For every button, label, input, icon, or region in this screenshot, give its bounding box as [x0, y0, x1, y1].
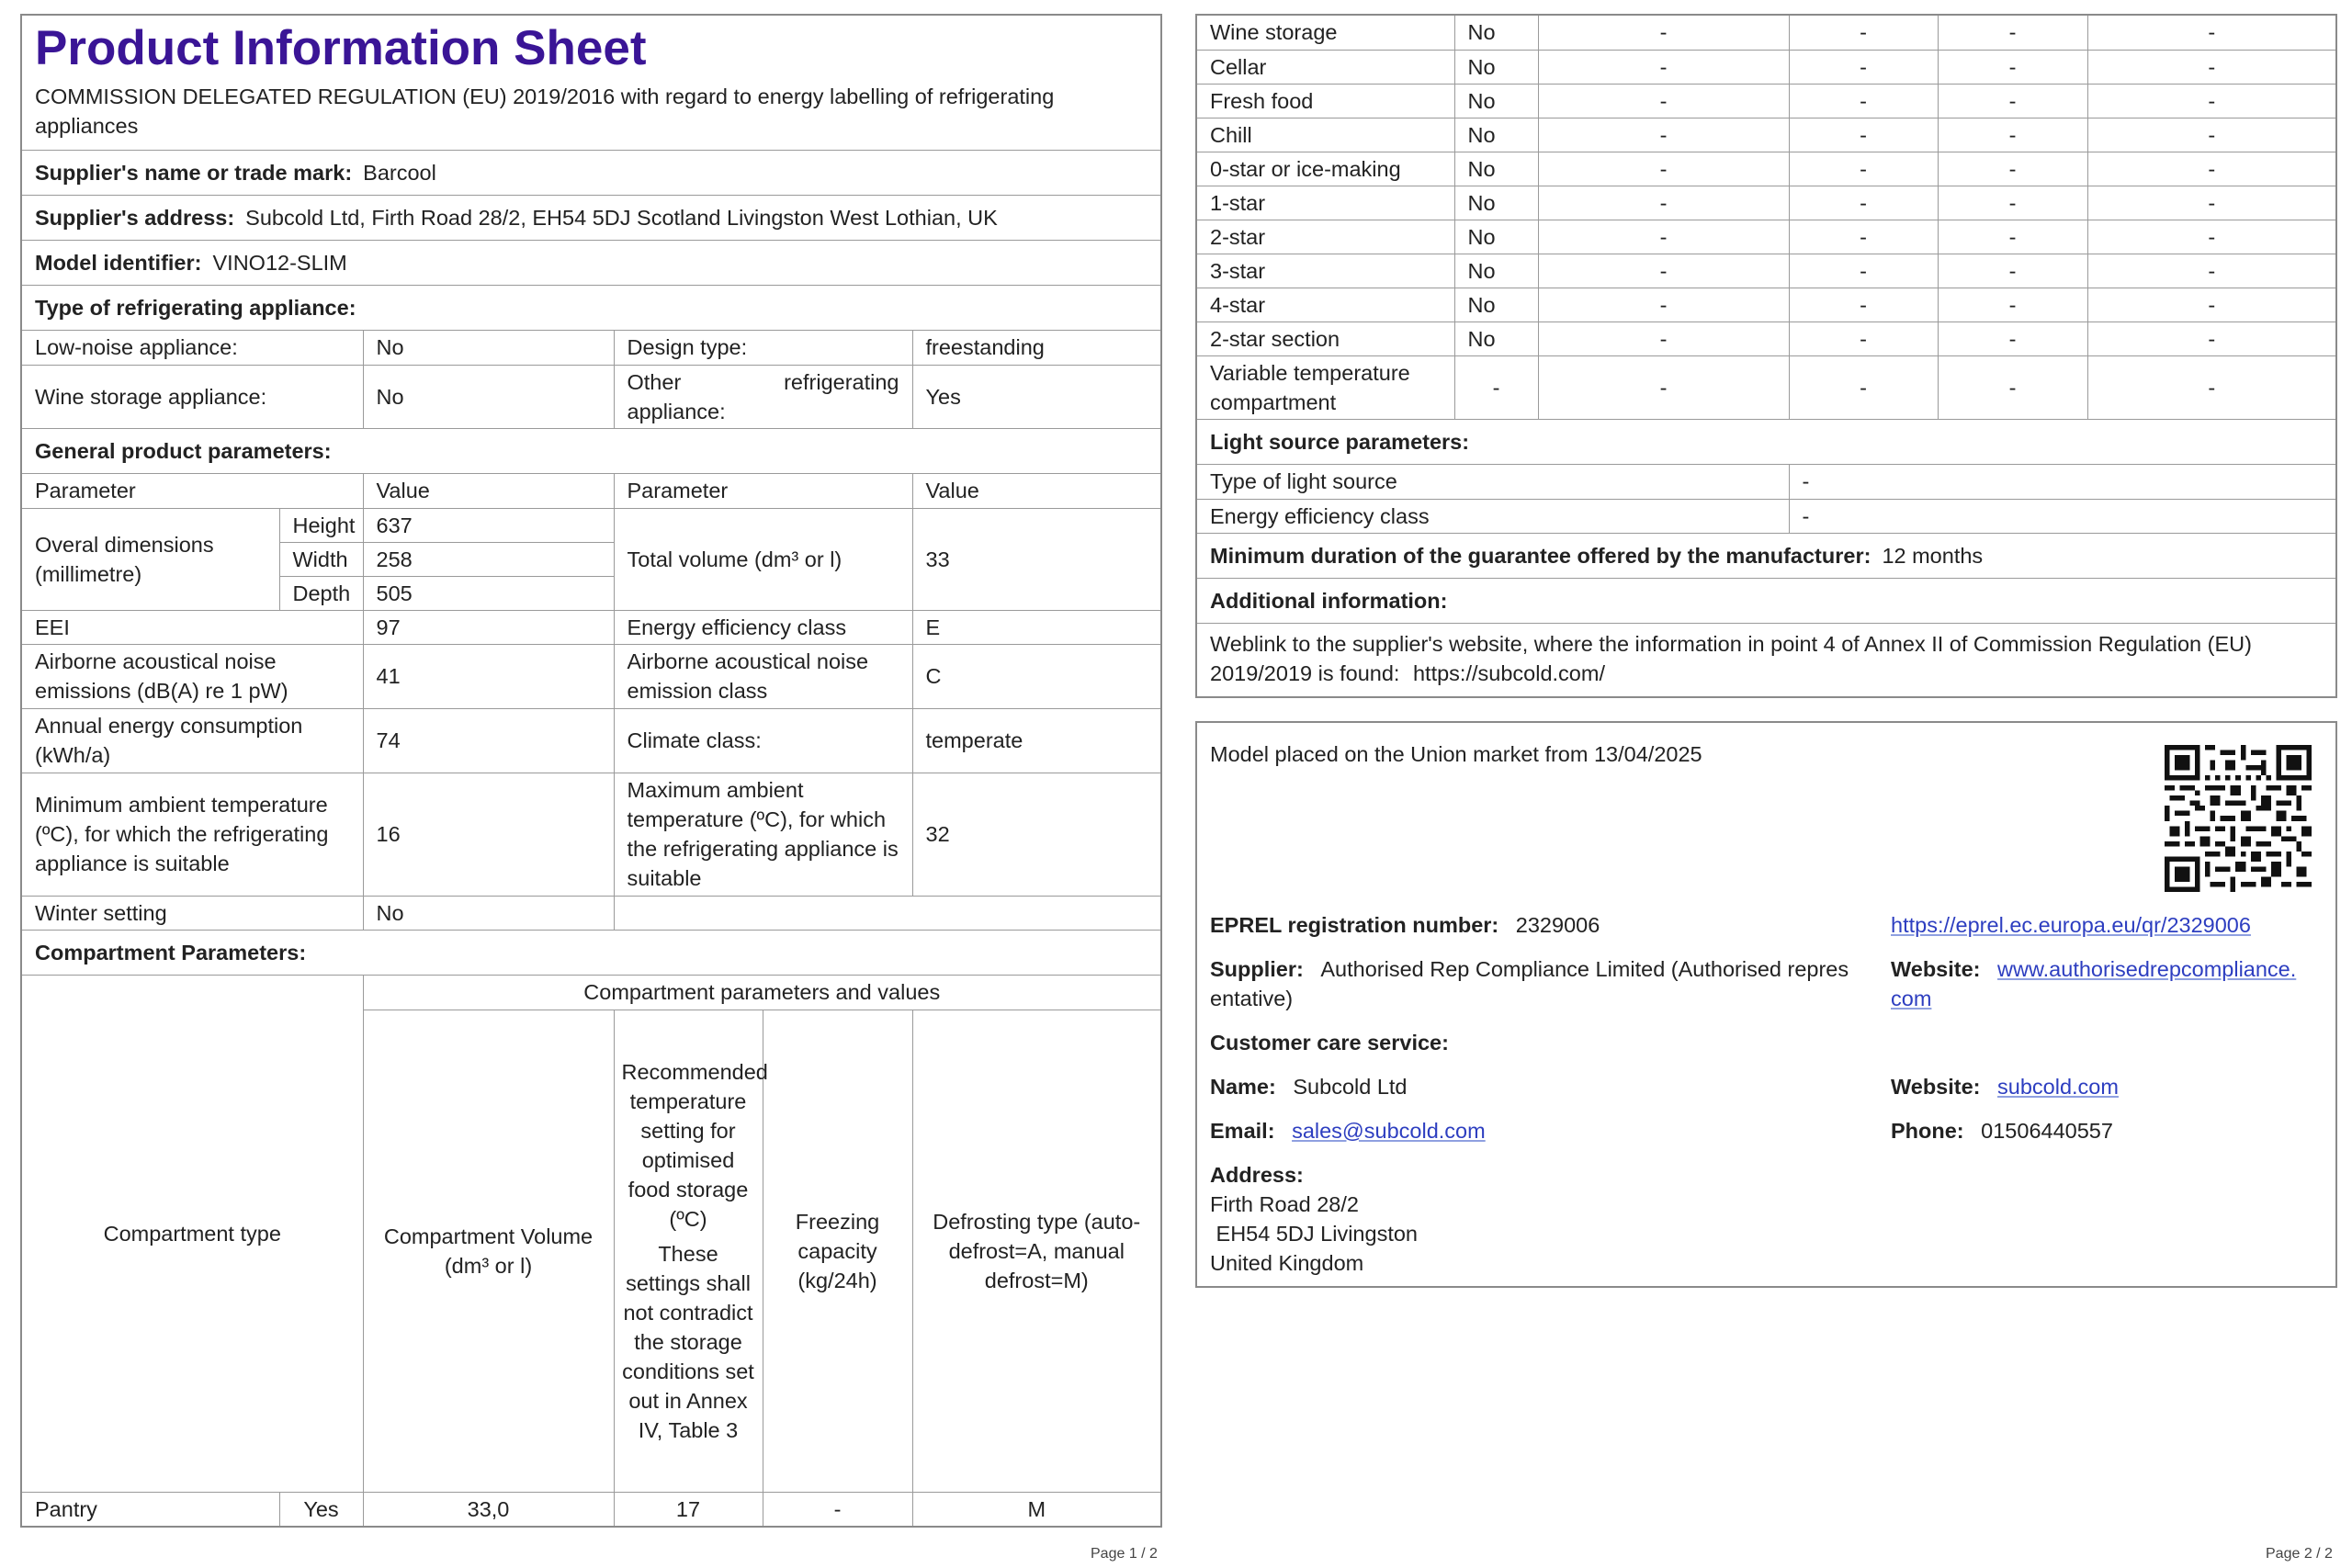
supplier-row: [1210, 954, 1881, 1013]
light-type-value: -: [1789, 465, 2335, 499]
pantry-temp: 17: [614, 1492, 763, 1526]
compartment-c2-cell: -: [1789, 50, 1938, 84]
compartment-c3-cell: -: [1938, 152, 2087, 186]
compartment-c2-cell: -: [1789, 321, 1938, 355]
compartment-c4-cell: -: [2087, 16, 2335, 50]
weblink-text: Weblink to the supplier's website, where the information in point 4 of Annex II of Commission Regulation (EU) 2019/2019 is found:: [1210, 632, 2252, 685]
empty-cell: [614, 896, 1160, 930]
compartment-c4-cell: -: [2087, 186, 2335, 220]
care-name-row: [1210, 1072, 1408, 1101]
website-link-2[interactable]: subcold.com: [1997, 1075, 2119, 1099]
compartment-c4-cell: -: [2087, 355, 2335, 419]
compartment-row: [1197, 118, 2335, 152]
compartment-row: [1197, 321, 2335, 355]
address-line-1: Firth Road 28/2: [1210, 1192, 1359, 1216]
guarantee-value: 12 months: [1882, 543, 1984, 568]
width-label: Width: [279, 542, 363, 576]
height-label: Height: [279, 508, 363, 542]
pantry-row: [22, 1492, 1160, 1526]
compartment-c1-cell: -: [1538, 321, 1789, 355]
phone-label: Phone:: [1891, 1119, 1964, 1143]
supplier-website: [1891, 954, 2296, 1013]
compartment-c2-cell: -: [1789, 84, 1938, 118]
compartment-c2-cell: -: [1789, 355, 1938, 419]
compartment-c3-cell: -: [1938, 186, 2087, 220]
compartment-table: [22, 976, 1160, 1526]
compartment-row: [1197, 220, 2335, 254]
compartment-present-cell: No: [1454, 220, 1538, 254]
supplier-name-row: [22, 150, 1160, 195]
compartment-c2-cell: -: [1789, 16, 1938, 50]
compartment-c1-cell: -: [1538, 254, 1789, 288]
compartment-c1-cell: -: [1538, 84, 1789, 118]
compartment-present-cell: No: [1454, 321, 1538, 355]
compartment-type-header: Compartment type: [22, 976, 363, 1492]
depth-value: 505: [363, 576, 614, 610]
general-params-row: [22, 428, 1160, 473]
appliance-type-row: [22, 285, 1160, 330]
light-class-value: -: [1789, 499, 2335, 533]
address-block: [1210, 1160, 1418, 1278]
annual-energy-label: Annual energy consumption (kWh/a): [22, 708, 363, 773]
compartment-name-cell: Chill: [1197, 118, 1454, 152]
compartment-present-cell: -: [1454, 355, 1538, 419]
model-identifier-value: VINO12-SLIM: [212, 250, 347, 275]
compartment-c4-cell: -: [2087, 50, 2335, 84]
compartment-row: [1197, 254, 2335, 288]
param-header-2: Parameter: [614, 474, 912, 508]
noise-class-value: C: [912, 644, 1160, 708]
value-header-1: Value: [363, 474, 614, 508]
winter-setting-value: No: [363, 896, 614, 930]
wine-storage-label: Wine storage appliance:: [22, 365, 363, 428]
compartment-name-cell: Cellar: [1197, 50, 1454, 84]
compartment-continued-table: [1195, 14, 2337, 698]
noise-class-label: Airborne acoustical noise emission class: [614, 644, 912, 708]
model-identifier-label: Model identifier:: [35, 250, 202, 275]
compartment-c4-cell: -: [2087, 288, 2335, 321]
design-type-label: Design type:: [614, 331, 912, 365]
compartment-row: [1197, 288, 2335, 321]
address-line-3: United Kingdom: [1210, 1251, 1364, 1275]
design-type-value: freestanding: [912, 331, 1160, 365]
additional-info-label: Additional information:: [1210, 588, 1448, 613]
compartment-row: [1197, 84, 2335, 118]
compartment-name-cell: Wine storage: [1197, 16, 1454, 50]
compartment-c2-cell: -: [1789, 186, 1938, 220]
compartment-c3-cell: -: [1938, 288, 2087, 321]
climate-class-value: temperate: [912, 708, 1160, 773]
eei-label: EEI: [22, 610, 363, 644]
eprel-info-box: [1195, 721, 2337, 1288]
pantry-name: Pantry: [22, 1492, 279, 1526]
page-1: [20, 14, 1162, 1562]
market-date: Model placed on the Union market from 13/04/2025: [1210, 742, 1702, 766]
supplier-value-line1: Authorised Rep Compliance Limited (Authorised repres: [1320, 957, 1849, 981]
email-link[interactable]: sales@subcold.com: [1292, 1119, 1486, 1143]
compartment-c4-cell: -: [2087, 220, 2335, 254]
pantry-freezing: -: [763, 1492, 912, 1526]
phone-value: 01506440557: [1981, 1119, 2113, 1143]
max-temp-label: Maximum ambient temperature (ºC), for which the refrigerating appliance is suitable: [614, 773, 912, 896]
depth-label: Depth: [279, 576, 363, 610]
compartment-c1-cell: -: [1538, 16, 1789, 50]
compartment-present-cell: No: [1454, 186, 1538, 220]
compartment-c1-cell: -: [1538, 50, 1789, 84]
compartment-row: [1197, 16, 2335, 50]
compartment-values-header: Compartment parameters and values: [363, 976, 1160, 1010]
compartment-present-cell: No: [1454, 254, 1538, 288]
model-identifier-row: [22, 240, 1160, 285]
annual-energy-value: 74: [363, 708, 614, 773]
other-appliance-value: Yes: [912, 365, 1160, 428]
low-noise-label: Low-noise appliance:: [22, 331, 363, 365]
compartment-c1-cell: -: [1538, 355, 1789, 419]
guarantee-label: Minimum duration of the guarantee offered by the manufacturer:: [1210, 543, 1871, 568]
compartment-c3-cell: -: [1938, 84, 2087, 118]
min-temp-value: 16: [363, 773, 614, 896]
eprel-row: [1210, 910, 1600, 940]
compartment-c1-cell: -: [1538, 186, 1789, 220]
email-label: Email:: [1210, 1119, 1275, 1143]
light-source-row: [1197, 419, 2335, 464]
compartment-c1-cell: -: [1538, 152, 1789, 186]
compartment-row: [1197, 152, 2335, 186]
compartment-present-cell: No: [1454, 50, 1538, 84]
noise-emission-label: Airborne acoustical noise emissions (dB(A) re 1 pW): [22, 644, 363, 708]
website-link-1-line2[interactable]: com: [1891, 987, 1932, 1010]
compartment-c3-cell: -: [1938, 220, 2087, 254]
page-number-2: Page 2 / 2: [2266, 1546, 2333, 1562]
customer-care-label: Customer care service:: [1210, 1031, 1449, 1055]
page-number-1: Page 1 / 2: [1091, 1546, 1158, 1562]
compartment-c4-cell: -: [2087, 118, 2335, 152]
compartment-volume-header: Compartment Volume (dm³ or l): [363, 1010, 614, 1492]
care-phone-row: [1891, 1116, 2113, 1145]
total-volume-label: Total volume (dm³ or l): [614, 508, 912, 610]
compartment-row: [1197, 355, 2335, 419]
dimensions-label: Overal dimensions (millimetre): [22, 508, 279, 610]
compartment-name-cell: Fresh food: [1197, 84, 1454, 118]
compartment-row: [1197, 186, 2335, 220]
eei-value: 97: [363, 610, 614, 644]
page-title: Product Information Sheet: [35, 21, 647, 75]
light-source-label: Light source parameters:: [1210, 429, 1470, 454]
recommended-temp-header: [614, 1010, 768, 1492]
compartment-c1-cell: -: [1538, 118, 1789, 152]
compartment-c4-cell: -: [2087, 321, 2335, 355]
compartment-c2-cell: -: [1789, 220, 1938, 254]
other-appliance-label: Other refrigerating appliance:: [614, 365, 912, 428]
pantry-present: Yes: [279, 1492, 363, 1526]
recommended-temp-note: These settings shall not contradict the storage conditions set out in Annex IV, Table 3: [622, 1241, 754, 1442]
regulation-text: COMMISSION DELEGATED REGULATION (EU) 2019/2016 with regard to energy labelling of refrigerating appliances: [35, 85, 1055, 138]
light-source-table: [1197, 465, 2335, 533]
compartment-params-row: [22, 930, 1160, 975]
compartment-c2-cell: -: [1789, 254, 1938, 288]
supplier-address-value: Subcold Ltd, Firth Road 28/2, EH54 5DJ Scotland Livingston West Lothian, UK: [245, 205, 998, 230]
noise-emission-value: 41: [363, 644, 614, 708]
light-type-label: Type of light source: [1197, 465, 1789, 499]
compartment-c2-cell: -: [1789, 152, 1938, 186]
care-website-row: [1891, 1072, 2119, 1101]
eprel-label: EPREL registration number:: [1210, 913, 1499, 937]
compartment-c3-cell: -: [1938, 118, 2087, 152]
compartment-name-cell: 3-star: [1197, 254, 1454, 288]
supplier-name-value: Barcool: [363, 160, 436, 185]
supplier-address-label: Supplier's address:: [35, 205, 235, 230]
winter-setting-label: Winter setting: [22, 896, 363, 930]
care-email-row: [1210, 1116, 1486, 1145]
compartment-c2-cell: -: [1789, 118, 1938, 152]
compartment-params-label: Compartment Parameters:: [35, 940, 307, 964]
width-value: 258: [363, 542, 614, 576]
eprel-value: 2329006: [1515, 913, 1600, 937]
energy-class-label: Energy efficiency class: [614, 610, 912, 644]
pantry-volume: 33,0: [363, 1492, 614, 1526]
height-value: 637: [363, 508, 614, 542]
freezing-capacity-header: Freezing capacity (kg/24h): [763, 1010, 912, 1492]
address-label: Address:: [1210, 1163, 1304, 1187]
general-params-label: General product parameters:: [35, 438, 332, 463]
website-link-1-line1[interactable]: www.authorisedrepcompliance.: [1997, 957, 2297, 981]
compartment-present-cell: No: [1454, 288, 1538, 321]
compartment-name-cell: 2-star section: [1197, 321, 1454, 355]
max-temp-value: 32: [912, 773, 1160, 896]
compartment-c3-cell: -: [1938, 355, 2087, 419]
compartment-name-cell: 1-star: [1197, 186, 1454, 220]
page-2: [1195, 14, 2337, 1562]
product-info-table: [20, 14, 1162, 1528]
appliance-type-label: Type of refrigerating appliance:: [35, 295, 356, 320]
general-params-table: [22, 474, 1160, 930]
compartment-c4-cell: -: [2087, 84, 2335, 118]
compartment-c1-cell: -: [1538, 220, 1789, 254]
website-label-1: Website:: [1891, 957, 1981, 981]
weblink-url[interactable]: https://subcold.com/: [1412, 661, 1605, 685]
care-name-label: Name:: [1210, 1075, 1276, 1099]
guarantee-row: [1197, 533, 2335, 578]
compartment-present-cell: No: [1454, 152, 1538, 186]
min-temp-label: Minimum ambient temperature (ºC), for which the refrigerating appliance is suitable: [22, 773, 363, 896]
compartment-c1-cell: -: [1538, 288, 1789, 321]
compartment-name-cell: 0-star or ice-making: [1197, 152, 1454, 186]
supplier-value-line2: entative): [1210, 987, 1294, 1010]
compartment-name-cell: Variable temperature compartment: [1197, 355, 1454, 419]
qr-code-icon: [2165, 745, 2312, 892]
pantry-defrost: M: [912, 1492, 1160, 1526]
customer-care-row: [1210, 1028, 1449, 1057]
supplier-label: Supplier:: [1210, 957, 1304, 981]
compartment-c4-cell: -: [2087, 152, 2335, 186]
eprel-link[interactable]: [1891, 910, 2251, 940]
wine-storage-value: No: [363, 365, 614, 428]
appliance-type-table: [22, 331, 1160, 428]
compartment-present-cell: No: [1454, 84, 1538, 118]
supplier-name-label: Supplier's name or trade mark:: [35, 160, 353, 185]
param-header-1: Parameter: [22, 474, 363, 508]
compartment-row: [1197, 50, 2335, 84]
light-class-label: Energy efficiency class: [1197, 499, 1789, 533]
climate-class-label: Climate class:: [614, 708, 912, 773]
total-volume-value: 33: [912, 508, 1160, 610]
energy-class-value: E: [912, 610, 1160, 644]
low-noise-value: No: [363, 331, 614, 365]
compartment-c2-cell: -: [1789, 288, 1938, 321]
supplier-address-row: [22, 195, 1160, 240]
compartment-name-cell: 4-star: [1197, 288, 1454, 321]
compartment-c4-cell: -: [2087, 254, 2335, 288]
recommended-temp-text: Recommended temperature setting for optimised food storage (ºC): [621, 1059, 768, 1231]
value-header-2: Value: [912, 474, 1160, 508]
compartment-name-cell: 2-star: [1197, 220, 1454, 254]
compartment-c3-cell: -: [1938, 321, 2087, 355]
address-line-2: EH54 5DJ Livingston: [1210, 1222, 1418, 1246]
compartment-present-cell: No: [1454, 16, 1538, 50]
compartment-c3-cell: -: [1938, 254, 2087, 288]
care-name-value: Subcold Ltd: [1293, 1075, 1408, 1099]
defrosting-type-header: Defrosting type (auto-defrost=A, manual defrost=M): [912, 1010, 1160, 1492]
compartment-c3-cell: -: [1938, 16, 2087, 50]
additional-info-row: [1197, 578, 2335, 623]
compartment-list: [1197, 16, 2335, 419]
compartment-c3-cell: -: [1938, 50, 2087, 84]
website-label-2: Website:: [1891, 1075, 1981, 1099]
weblink-row: [1197, 623, 2335, 696]
compartment-present-cell: No: [1454, 118, 1538, 152]
eprel-link-text[interactable]: https://eprel.ec.europa.eu/qr/2329006: [1891, 913, 2251, 937]
